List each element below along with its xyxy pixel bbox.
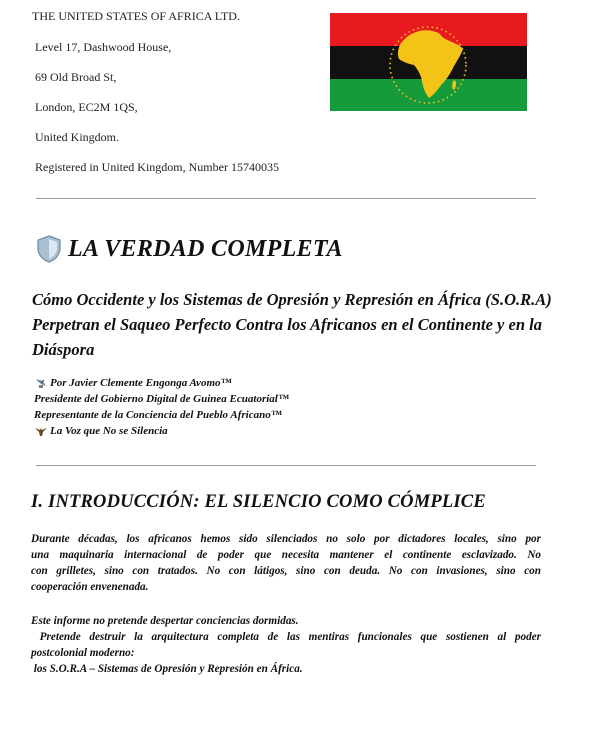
paragraph-line: Durante décadas, los africanos hemos sido silenciados no solo por dictadores locales, sino por bbox=[31, 533, 541, 545]
author-line bbox=[34, 375, 289, 391]
divider bbox=[36, 198, 536, 199]
paragraph-line: postcolonial moderno: bbox=[31, 647, 135, 659]
author-line bbox=[34, 423, 289, 439]
address-line: United Kingdom. bbox=[35, 130, 119, 144]
eagle-icon bbox=[34, 425, 48, 437]
paragraph-line: cooperación envenenada. bbox=[31, 581, 149, 593]
author-line bbox=[34, 391, 289, 407]
paragraph-line: los S.O.R.A – Sistemas de Opresión y Represión en África. bbox=[31, 663, 303, 675]
title-text: LA VERDAD COMPLETA bbox=[68, 235, 343, 262]
author-role: Representante de la Conciencia del Pueblo Africano™ bbox=[34, 409, 282, 421]
company-name: THE UNITED STATES OF AFRICA LTD. bbox=[32, 9, 240, 23]
pan-african-flag bbox=[330, 13, 527, 111]
purpose-paragraph bbox=[31, 613, 541, 677]
registration-number: Registered in United Kingdom, Number 15740035 bbox=[35, 160, 279, 174]
address-line: Level 17, Dashwood House, bbox=[35, 40, 172, 54]
section-heading: I. INTRODUCCIÓN: EL SILENCIO COMO CÓMPLICE bbox=[31, 492, 486, 512]
paragraph-line: una maquinaria internacional de poder que necesita mantener el continente esclavizado. No bbox=[31, 549, 541, 561]
address-line: London, EC2M 1QS, bbox=[35, 100, 138, 114]
paragraph-line: con grilletes, sino con tratados. No con látigos, sino con deuda. No con invasiones, sino con bbox=[31, 565, 541, 577]
divider bbox=[36, 465, 536, 466]
author-title: Presidente del Gobierno Digital de Guinea Ecuatorial™ bbox=[34, 393, 289, 405]
paragraph-line: Este informe no pretende despertar conciencias dormidas. bbox=[31, 615, 299, 627]
author-name: Por Javier Clemente Engonga Avomo™ bbox=[50, 377, 232, 389]
address-line: 69 Old Broad St, bbox=[35, 70, 117, 84]
author-line bbox=[34, 407, 289, 423]
page-title bbox=[36, 232, 343, 266]
shield-icon bbox=[36, 235, 62, 263]
document-subtitle: Cómo Occidente y los Sistemas de Opresión y Represión en África (S.O.R.A) Perpetran el Saqueo Perfecto Contra los Africanos en el Continente y en la Diáspora bbox=[32, 290, 552, 359]
paragraph-line: Pretende destruir la arquitectura completa de las mentiras funcionales que sostienen al poder bbox=[31, 631, 541, 643]
satellite-antenna-icon bbox=[34, 377, 48, 389]
intro-paragraph bbox=[31, 531, 541, 595]
author-block bbox=[34, 375, 289, 439]
author-motto: La Voz que No se Silencia bbox=[50, 425, 168, 437]
